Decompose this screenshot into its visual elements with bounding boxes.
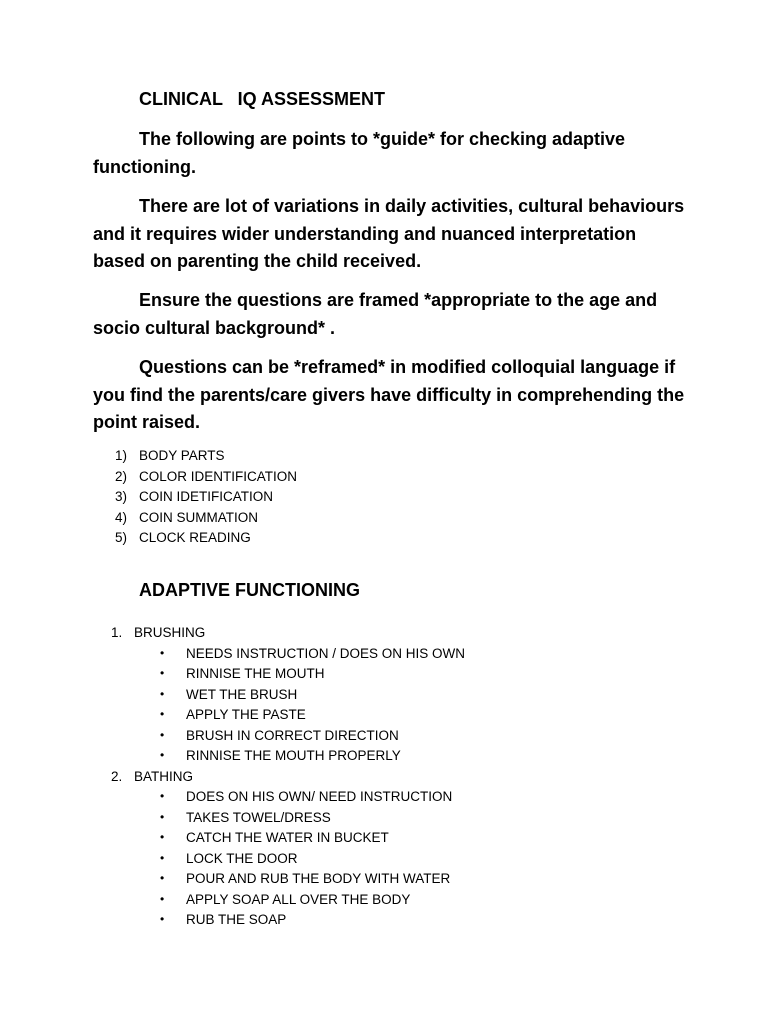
category-number: 2. — [111, 768, 123, 784]
intro-paragraph-framing: Ensure the questions are framed *appropriate to the age and socio cultural background* . — [93, 290, 658, 338]
list-item-label: CATCH THE WATER IN BUCKET — [186, 830, 389, 845]
list-item — [0, 748, 700, 768]
intro-paragraph-guide: The following are points to *guide* for checking adaptive functioning. — [93, 129, 626, 177]
list-item-label: POUR AND RUB THE BODY WITH WATER — [186, 871, 451, 886]
category-bathing — [0, 769, 700, 789]
list-item-label: WET THE BRUSH — [186, 686, 298, 702]
list-item-label: LOCK THE DOOR — [186, 850, 298, 866]
bullet-icon: • — [160, 686, 165, 701]
list-item-number: 3) — [115, 489, 128, 504]
list-item — [0, 789, 700, 809]
list-item-label: COIN IDETIFICATION — [139, 489, 273, 504]
list-item-label: RINNISE THE MOUTH PROPERLY — [186, 748, 401, 763]
bullet-icon: • — [160, 871, 165, 885]
bullet-icon: • — [160, 727, 165, 742]
bullet-icon: • — [160, 645, 165, 660]
list-item-label: NEEDS INSTRUCTION / DOES ON HIS OWN — [186, 645, 466, 661]
bullet-icon: • — [160, 830, 165, 844]
list-item-label: DOES ON HIS OWN/ NEED INSTRUCTION — [186, 789, 453, 804]
list-item — [0, 489, 400, 509]
bullet-icon: • — [160, 707, 165, 721]
bullet-icon: • — [160, 666, 165, 680]
list-item — [0, 707, 700, 727]
list-item — [0, 510, 400, 530]
list-item-number: 4) — [115, 509, 128, 525]
list-item — [0, 530, 400, 550]
list-item — [0, 810, 700, 830]
list-item-label: RINNISE THE MOUTH — [186, 666, 325, 681]
list-item — [0, 912, 700, 932]
list-item-number: 1) — [115, 448, 128, 463]
intro-paragraph-variations: There are lot of variations in daily activities, cultural behaviours and it requires wider understanding and nuanced interpretation based on parenting the child received. — [93, 196, 685, 271]
category-label: BATHING — [134, 768, 194, 784]
list-item — [0, 646, 700, 666]
section-title: ADAPTIVE FUNCTIONING — [139, 580, 361, 600]
list-item-label: COLOR IDENTIFICATION — [139, 468, 298, 484]
list-item-label: APPLY SOAP ALL OVER THE BODY — [186, 891, 411, 907]
bullet-icon: • — [160, 912, 165, 926]
bullet-icon: • — [160, 748, 165, 762]
list-item — [0, 469, 400, 489]
list-item — [0, 851, 700, 871]
list-item-number: 5) — [115, 530, 128, 545]
category-number: 1. — [111, 625, 123, 640]
intro-paragraph-reframing: Questions can be *reframed* in modified colloquial language if you find the parents/care givers have difficulty in comprehending the point raised. — [93, 357, 685, 432]
list-item — [0, 687, 700, 707]
list-item — [0, 728, 700, 748]
category-label: BRUSHING — [134, 625, 206, 640]
page-title: CLINICAL IQ ASSESSMENT — [139, 89, 386, 109]
bullet-icon: • — [160, 789, 165, 803]
list-item-label: BRUSH IN CORRECT DIRECTION — [186, 727, 399, 743]
list-item — [0, 871, 700, 891]
list-item-label: TAKES TOWEL/DRESS — [186, 809, 331, 825]
bullet-icon: • — [160, 891, 165, 906]
list-item-number: 2) — [115, 468, 128, 484]
list-item-label: RUB THE SOAP — [186, 912, 287, 927]
bullet-icon: • — [160, 850, 165, 865]
list-item-label: BODY PARTS — [139, 448, 225, 463]
list-item-label: APPLY THE PASTE — [186, 707, 306, 722]
list-item — [0, 448, 400, 468]
category-brushing — [0, 625, 700, 645]
list-item — [0, 830, 700, 850]
list-item — [0, 892, 700, 912]
list-item — [0, 666, 700, 686]
bullet-icon: • — [160, 809, 165, 824]
list-item-label: COIN SUMMATION — [139, 509, 258, 525]
list-item-label: CLOCK READING — [139, 530, 251, 545]
